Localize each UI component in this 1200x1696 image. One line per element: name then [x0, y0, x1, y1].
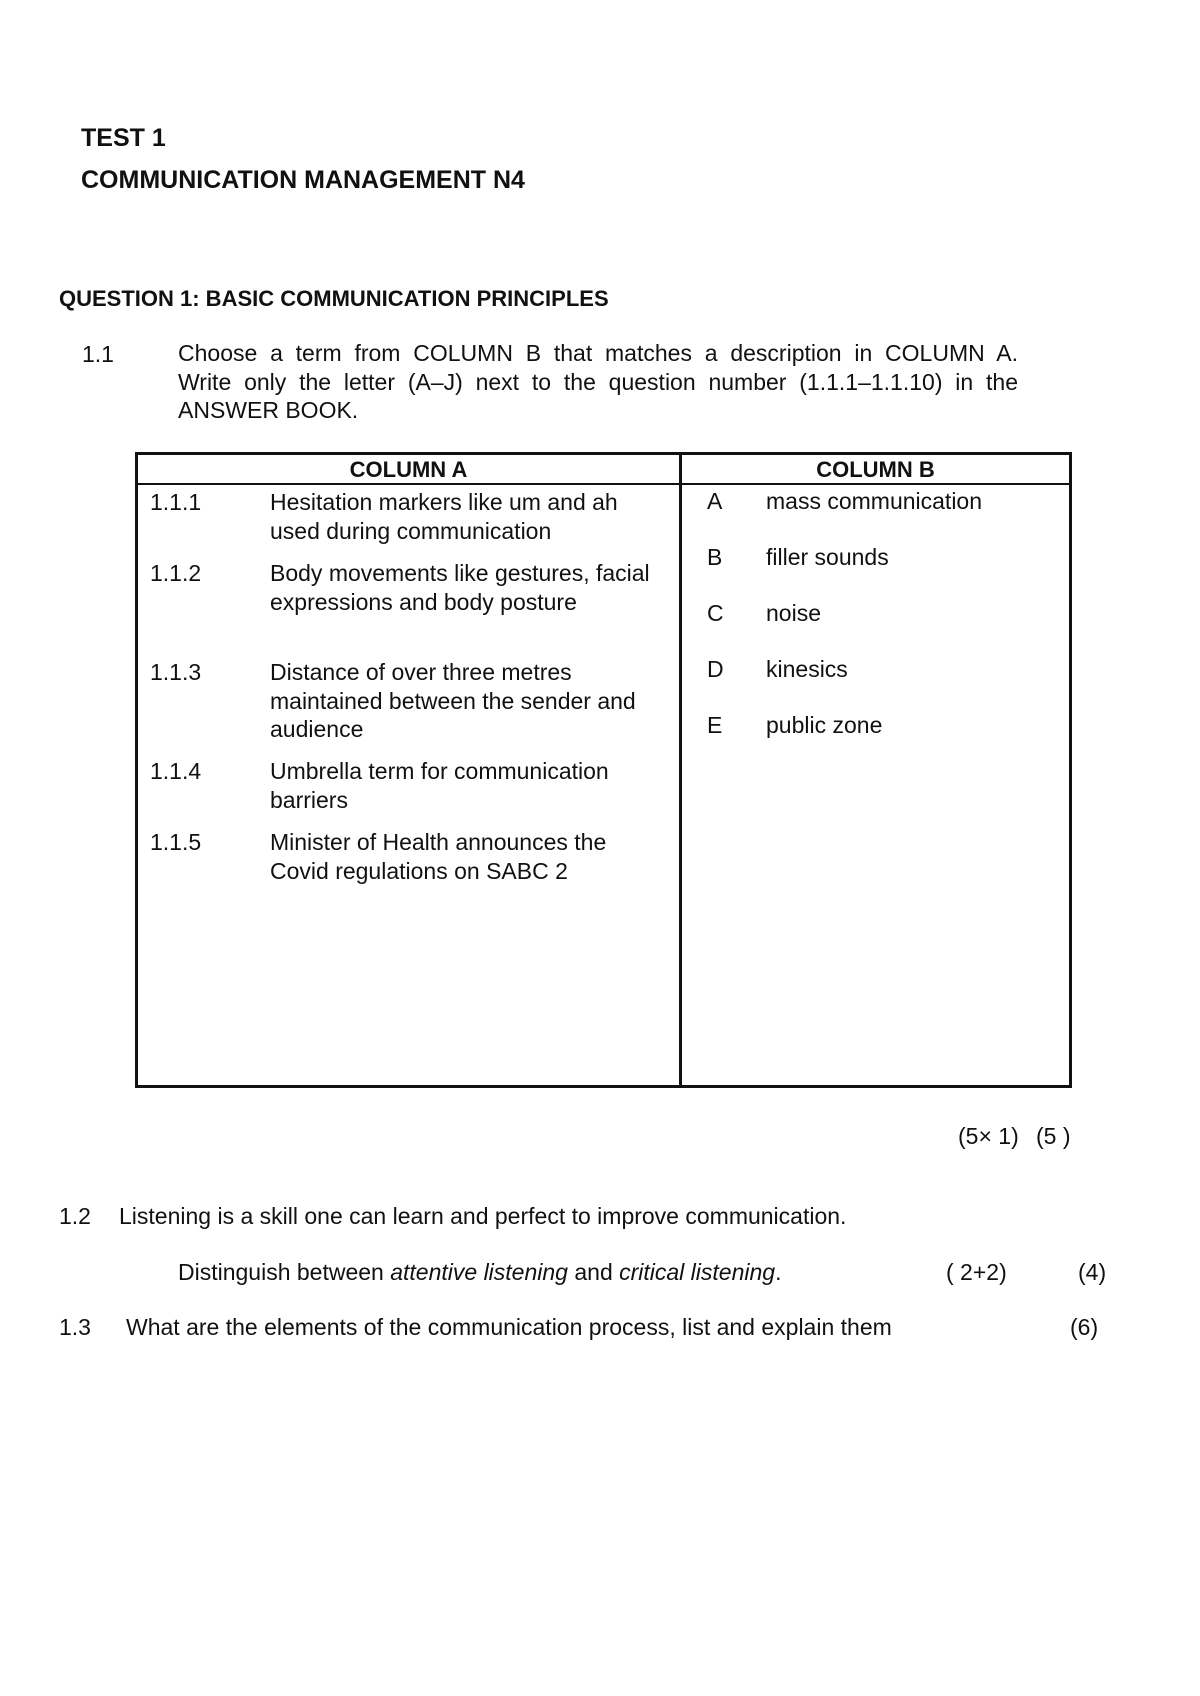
- header-rule: [138, 483, 1069, 485]
- option-letter: C: [707, 600, 724, 626]
- item-number: 1.1.1: [150, 489, 202, 515]
- q1-2-marks-calc: ( 2+2): [946, 1259, 1007, 1285]
- item-number: 1.1.5: [150, 829, 202, 855]
- item-description: Minister of Health announces the Covid regulations on SABC 2: [270, 829, 607, 884]
- test-label: TEST 1: [81, 124, 166, 152]
- option-letter: E: [707, 712, 723, 738]
- option-letter: A: [707, 488, 723, 514]
- q1-2-marks-total: (4): [1078, 1259, 1107, 1285]
- item-description: Umbrella term for communication barriers: [270, 758, 609, 813]
- column-b-header: COLUMN B: [816, 457, 935, 482]
- q1-2-task: [178, 1259, 781, 1286]
- instruction-line-2: Write only the letter (A–J) next to the question number (1.1.1–1.1.10) in the: [178, 368, 1018, 395]
- q1-3-number: 1.3: [59, 1314, 91, 1340]
- q1-1-marks-calc: (5× 1): [958, 1123, 1019, 1149]
- term-attentive-listening: attentive listening: [390, 1259, 568, 1285]
- column-a-header: COLUMN A: [349, 457, 468, 482]
- instruction-line-1: Choose a term from COLUMN B that matches a description in COLUMN A.: [178, 340, 1018, 366]
- option-term: filler sounds: [766, 544, 889, 570]
- q1-2-statement: Listening is a skill one can learn and perfect to improve communication.: [119, 1203, 847, 1229]
- task-prefix: Distinguish between: [178, 1259, 391, 1285]
- item-number: 1.1.3: [150, 659, 202, 685]
- q1-3-question: What are the elements of the communication process, list and explain them: [126, 1314, 892, 1340]
- option-term: kinesics: [766, 656, 848, 682]
- item-description: Distance of over three metres maintained between the sender and audience: [270, 659, 636, 742]
- option-term: noise: [766, 600, 821, 626]
- subject-title: COMMUNICATION MANAGEMENT N4: [81, 166, 525, 194]
- question-heading: QUESTION 1: BASIC COMMUNICATION PRINCIPLES: [59, 286, 609, 311]
- item-number: 1.1.4: [150, 758, 202, 784]
- item-description: Body movements like gestures, facial expressions and body posture: [270, 560, 650, 615]
- q1-3-marks-total: (6): [1070, 1314, 1099, 1340]
- term-critical-listening: critical listening: [619, 1259, 776, 1285]
- task-connector: and: [567, 1259, 620, 1285]
- column-divider: [679, 455, 682, 1085]
- q1-1-instruction: [178, 339, 1018, 425]
- q1-1-number: 1.1: [82, 341, 114, 367]
- item-number: 1.1.2: [150, 560, 202, 586]
- instruction-line-3: ANSWER BOOK.: [178, 397, 359, 423]
- option-term: public zone: [766, 712, 883, 738]
- task-suffix: .: [775, 1259, 782, 1285]
- option-letter: D: [707, 656, 724, 682]
- q1-1-marks-total: (5 ): [1036, 1123, 1071, 1149]
- option-term: mass communication: [766, 488, 983, 514]
- matching-table: [135, 452, 1072, 1088]
- option-letter: B: [707, 544, 723, 570]
- q1-2-number: 1.2: [59, 1203, 91, 1229]
- item-description: Hesitation markers like um and ah used during communication: [270, 489, 618, 544]
